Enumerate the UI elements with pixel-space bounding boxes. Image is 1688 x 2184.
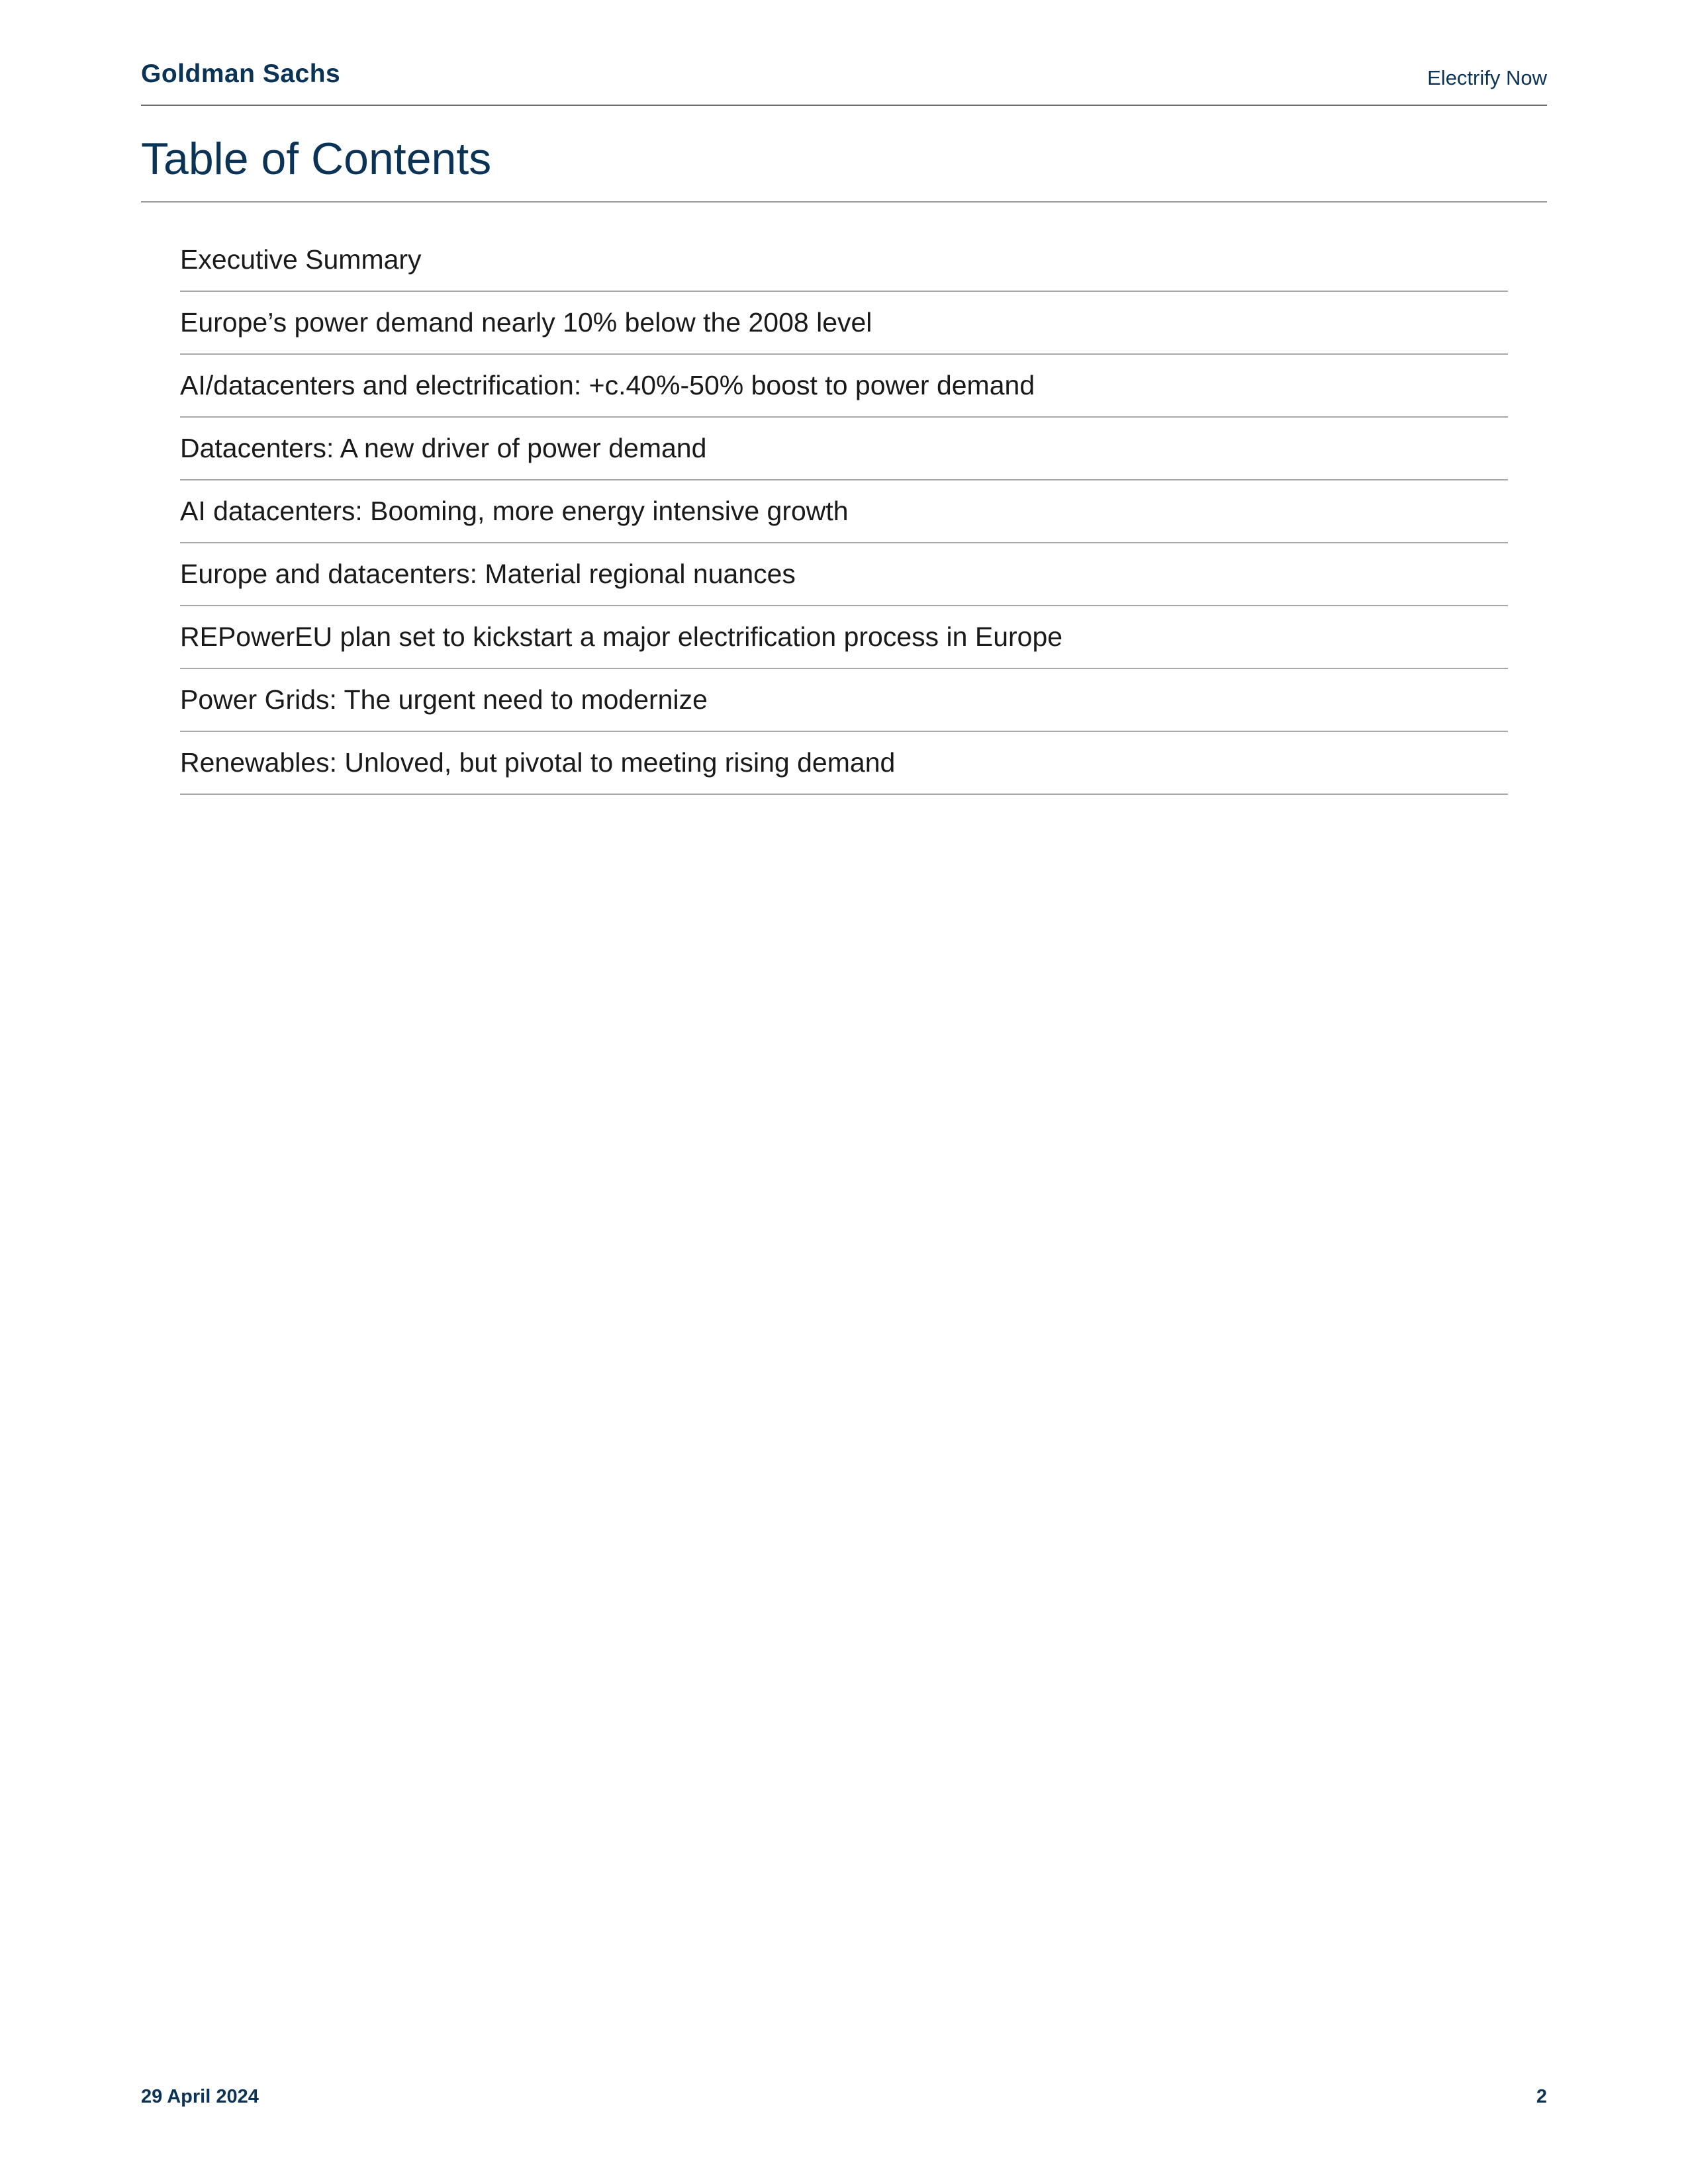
toc-list (180, 229, 1508, 795)
toc-item-renewables[interactable]: Renewables: Unloved, but pivotal to meeting rising demand (180, 732, 1508, 795)
toc-item-power-grids[interactable]: Power Grids: The urgent need to modernize (180, 669, 1508, 732)
report-title: Electrify Now (1427, 66, 1547, 89)
brand-name: Goldman Sachs (141, 60, 341, 88)
page-title: Table of Contents (141, 134, 492, 184)
toc-item-repowereu[interactable]: REPowerEU plan set to kickstart a major electrification process in Europe (180, 606, 1508, 669)
page-footer (141, 2083, 1547, 2113)
page-header (141, 58, 1547, 106)
toc-heading-section (141, 131, 1547, 203)
toc-item-europe-datacenters[interactable]: Europe and datacenters: Material regional nuances (180, 543, 1508, 606)
toc-item-executive-summary[interactable]: Executive Summary (180, 229, 1508, 292)
toc-item-europe-power-demand[interactable]: Europe’s power demand nearly 10% below the 2008 level (180, 292, 1508, 355)
toc-item-datacenters-driver[interactable]: Datacenters: A new driver of power demand (180, 418, 1508, 480)
footer-date: 29 April 2024 (141, 2086, 259, 2107)
page-number: 2 (1536, 2086, 1547, 2107)
toc-item-ai-electrification[interactable]: AI/datacenters and electrification: +c.40%-50% boost to power demand (180, 355, 1508, 418)
toc-item-ai-datacenters[interactable]: AI datacenters: Booming, more energy intensive growth (180, 480, 1508, 543)
